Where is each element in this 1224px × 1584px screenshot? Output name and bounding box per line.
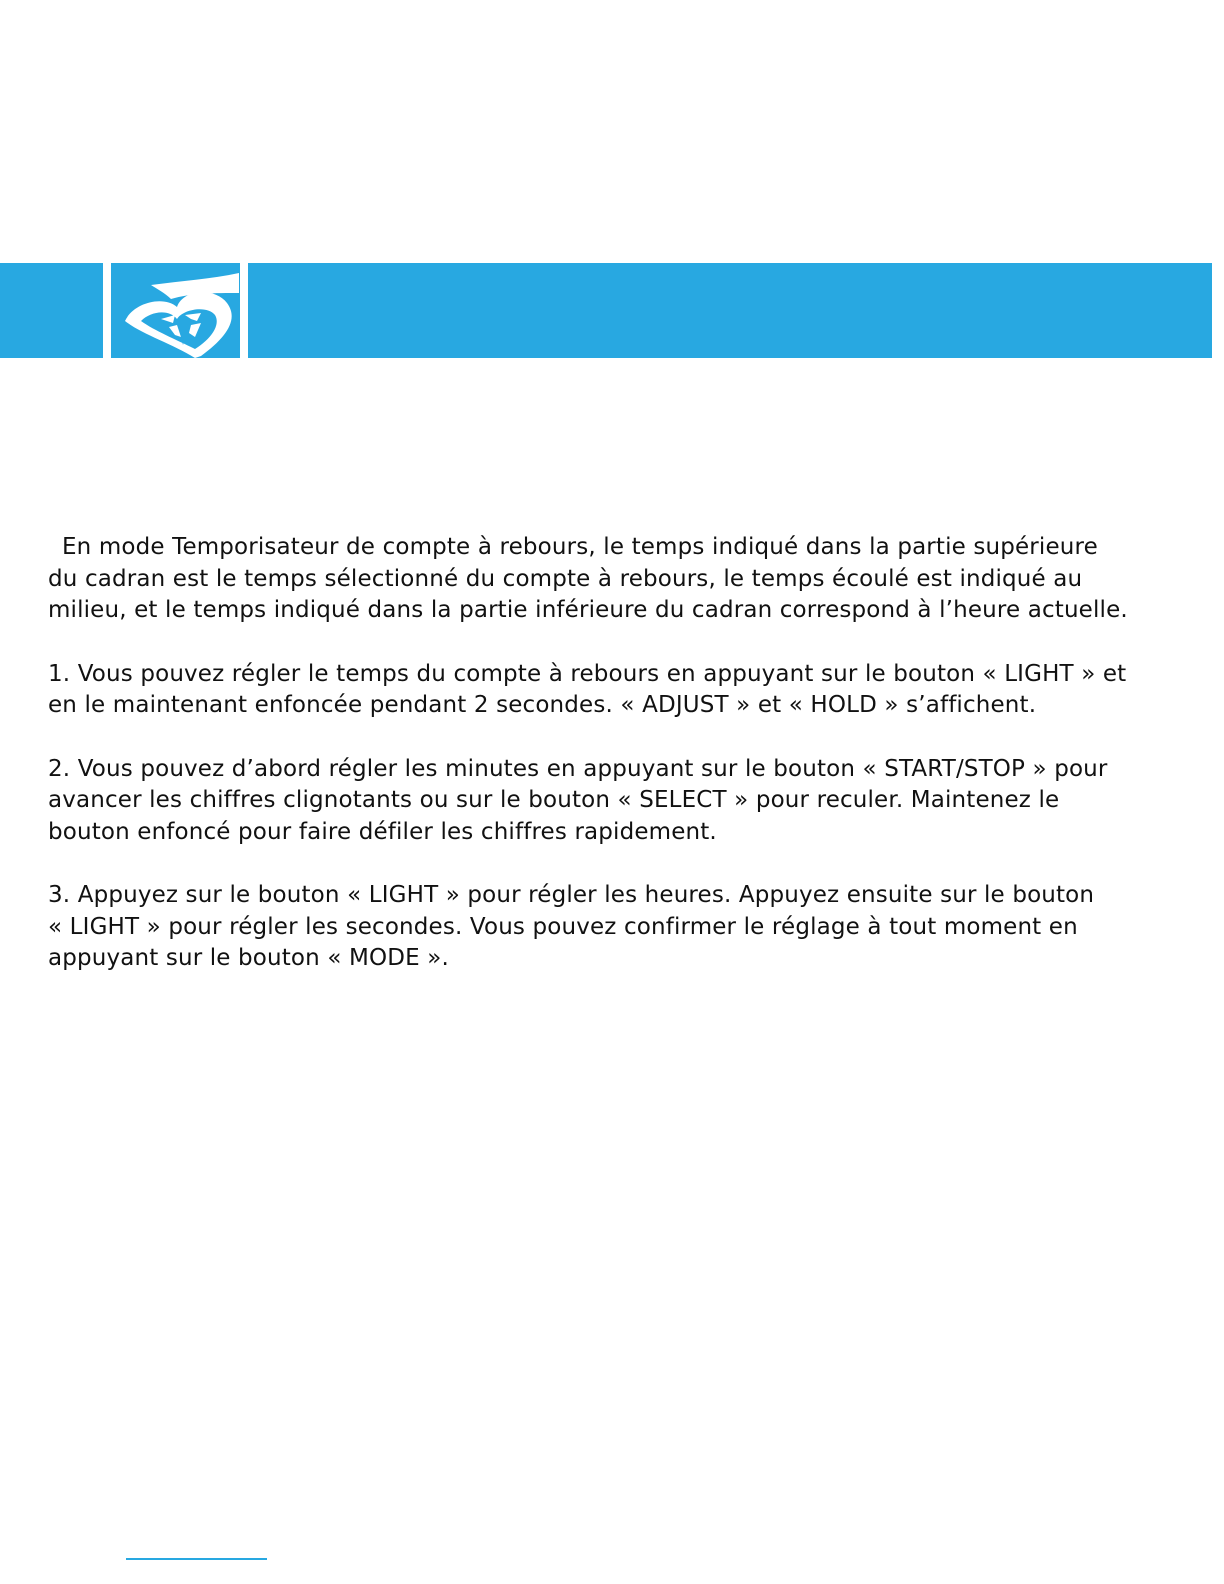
header-bar-left-segment xyxy=(0,263,103,358)
header-logo-block xyxy=(111,263,240,358)
step-3-paragraph xyxy=(48,880,1178,975)
text-line: 3. Appuyez sur le bouton « LIGHT » pour régler les heures. Appuyez ensuite sur le bouton xyxy=(48,882,1095,908)
footer-rule xyxy=(126,1558,267,1560)
header-bar-right-segment xyxy=(248,263,1212,358)
text-line: appuyant sur le bouton « MODE ». xyxy=(48,945,449,971)
text-line: « LIGHT » pour régler les secondes. Vous pouvez confirmer le réglage à tout moment en xyxy=(48,913,1078,940)
step-1-paragraph xyxy=(48,659,1178,722)
heart-logo-icon xyxy=(111,263,240,358)
step-2-paragraph xyxy=(48,754,1178,849)
text-line: du cadran est le temps sélectionné du compte à rebours, le temps écoulé est indiqué au xyxy=(48,565,1083,592)
text-line: avancer les chiffres clignotants ou sur le bouton « SELECT » pour reculer. Maintenez le xyxy=(48,787,1060,813)
intro-paragraph xyxy=(48,532,1178,627)
text-line: 1. Vous pouvez régler le temps du compte à rebours en appuyant sur le bouton « LIGHT » et xyxy=(48,660,1127,687)
text-line: En mode Temporisateur de compte à rebours, le temps indiqué dans la partie supérieure xyxy=(62,534,1098,560)
text-line: milieu, et le temps indiqué dans la partie inférieure du cadran correspond à l’heure actuelle. xyxy=(48,597,1128,623)
text-line: en le maintenant enfoncée pendant 2 secondes. « ADJUST » et « HOLD » s’affichent. xyxy=(48,692,1037,718)
text-line: 2. Vous pouvez d’abord régler les minutes en appuyant sur le bouton « START/STOP » pour xyxy=(48,755,1108,782)
instructions-body xyxy=(48,532,1178,1007)
text-line: bouton enfoncé pour faire défiler les chiffres rapidement. xyxy=(48,818,717,845)
header-bar xyxy=(0,263,1212,358)
